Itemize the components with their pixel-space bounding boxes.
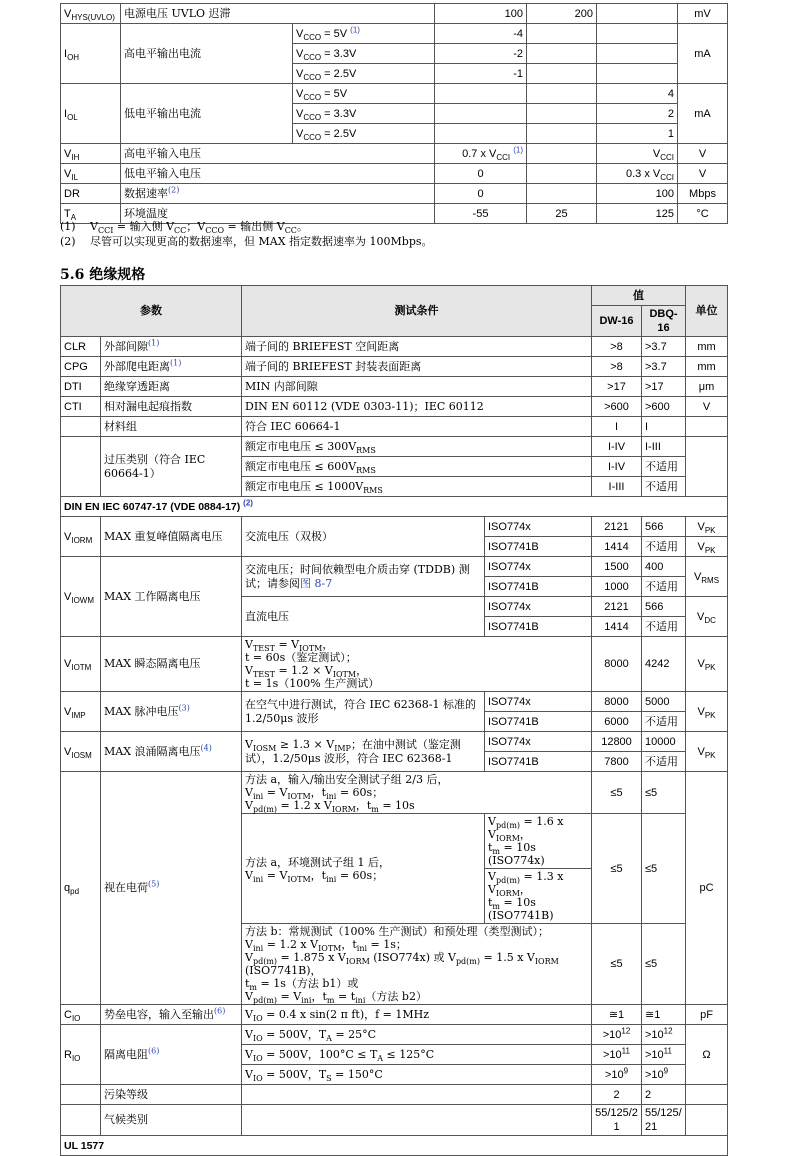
row-dr: DR 数据速率$^{(2)}$ 0 100 Mbps [61,184,728,204]
row-qpd: $q_{pd}$ 视在电荷$^{(5)}$ 方法 a，输入/输出安全测试子组 2/3 后， $V_{ini} = V_{IOTM}$，$t_{ini} = 60s$； $V_{pd(m)} = 1.2$ x $V_{IORM}$，$t_m = 10s$ ≤5 ≤5 pC [61,772,728,814]
row-vil: $V_{IL}$ 低电平输入电压 0 0.3 x $V_{CCI}$ V [61,164,728,184]
row-dti: DTI 绝缘穿透距离 MIN 内部间隙 >17 >17 μm [61,377,728,397]
row-vih: $V_{IH}$ 高电平输入电压 0.7 x $V_{CCI}$ $^{(1)}$ $V_{CCI}$ V [61,144,728,164]
row-viotm: $V_{IOTM}$ MAX 瞬态隔离电压 $V_{TEST} = V_{IOTM}$， t = 60s（鉴定测试）； $V_{TEST} = 1.2 \times V_{IOTM}$， t = 1s（100% 生产测试） 8000 4242 $V_{PK}$ [61,637,728,692]
insulation-specs-table: 参数 测试条件 值 单位 DW-16 DBQ-16 CLR 外部间隙$^{(1)}$ 端子间的 BRIEFEST 空间距离 >8 >3.7 mm CPG 外部爬电距离$^{(1)}$ 端子间的 BRIEFEST 封装表面距离 >8 >3.7 mm DTI 绝缘穿透距离 MIN 内部间隙 >17 >17 μm CTI 相对漏电起痕指数 DIN EN 60112 (VDE 0303-11)；IEC 60112 >600 >600 V 材料组 符合 IEC 60664-1 I I 过压类别（符合 IEC 60664-1） 额定市电电压 ≤ $300V_{RMS}$ I-IV I-III 额定市电电压 ≤ $600V_{RMS}$ I-IV 不适用 额定市电电压 ≤ $1000V_{RMS}$ I-III 不适用 DIN EN IEC 60747-17 (VDE 0884-17) $^{(2)}$ $V_{IORM}$ MAX 重复峰值隔离电压 交流电压（双极） ISO774x 2121 566 $V_{PK}$ ISO7741B 1414 不适用 $V_{PK}$ $V_{IOWM}$ MAX 工作隔离电压 交流电压；时间依赖型电介质击穿 (TDDB) 测试；请参阅图 8-7 ISO774x 1500 400 $V_{RMS}$ ISO7741B 1000 不适用 直流电压 ISO774x 2121 566 $V_{DC}$ ISO7741B 1414 不适用 $V_{IOTM}$ MAX 瞬态隔离电压 $V_{TEST} = V_{IOTM}$， t = 60s（鉴定测试）； $V_{TEST} = 1.2 \times V_{IOTM}$， t = 1s（100% 生产测试） 8000 4242 $V_{PK}$ $V_{IMP}$ MAX 脉冲电压$^{(3)}$ 在空气中进行测试，符合 IEC 62368-1 标准的 1.2/50μs 波形 ISO774x 8000 5000 $V_{PK}$ ISO7741B 6000 不适用 $V_{IOSM}$ MAX 浪涌隔离电压$^{(4)}$ $V_{IOSM} \ge 1.3 \times V_{IMP}$；在油中测试（鉴定测试），1.2/50μs 波形，符合 IEC 62368-1 ISO774x 12800 10000 $V_{PK}$ ISO7741B 7800 不适用 $q_{pd}$ 视在电荷$^{(5)}$ 方法 a，输入/输出安全测试子组 2/3 后， $V_{ini} = V_{IOTM}$，$t_{ini} = 60s$； $V_{pd(m)} = 1.2$ x $V_{IORM}$，$t_m = 10s$ ≤5 ≤5 pC 方法 a，环境测试子组 1 后， $V_{ini} = V_{IOTM}$，$t_{ini} = 60s$； $V_{pd(m)} = 1.6$ x $V_{IORM}$， $t_m = 10s$ (ISO774x) ≤5 ≤5 $V_{pd(m)} = 1.3$ x $V_{IORM}$， $t_m = 10s$ (ISO7741B) 方法 b：常规测试（100% 生产测试）和预处理（类型测试）； $V_{ini} = 1.2$ x $V_{IOTM}$，$t_{ini} = 1s$； $V_{pd(m)} = 1.875$ x $V_{IORM}$ (ISO774x) 或 $V_{pd(m)} = 1.5$ x $V_{IORM}$ (ISO7741B)， $t_m = 1s$（方法 b1）或 $V_{pd(m)} = V_{ini}$，$t_m = t_{ini}$（方法 b2） ≤5 ≤5 $C_{IO}$ 势垒电容，输入至输出$^{(6)}$ $V_{IO} = 0.4$ x sin(2 π ft)，f = 1MHz ≅1 ≅1 pF $R_{IO}$ 隔离电阻$^{(6)}$ $V_{IO} = 500V$，$T_A = 25^\circ C$ $>10^{12}$ $>10^{12}$ Ω $V_{IO} = 500V$，$100^\circ C \le T_A \le 125^\circ C$ $>10^{11}$ $>10^{11}$ $V_{IO} = 500V$，$T_S = 150^\circ C$ $>10^9$ $>10^9$ 污染等级 2 2 气候类别 55/125/21 55/125/21 UL 1577 [60,285,728,1156]
ul-section-header: UL 1577 [61,1136,728,1156]
footnote: (1) $V_{CCI}$ = 输入侧 $V_{CC}$；$V_{CCO}$ = 输出侧 $V_{CC}$。 [60,220,308,236]
row-vimp: $V_{IMP}$ MAX 脉冲电压$^{(3)}$ 在空气中进行测试，符合 IEC 62368-1 标准的 1.2/50μs 波形 ISO774x 8000 5000 $V_{PK}$ [61,692,728,712]
operating-conditions-table: $V_{HYS(UVLO)}$ 电源电压 UVLO 迟滞 100 200 mV $I_{OH}$ 高电平输出电流 $V_{CCO} = 5V$ $^{(1)}$ -4 mA $V_{CCO} = 3.3V$ -2 $V_{CCO} = 2.5V$ -1 $I_{OL}$ 低电平输出电流 $V_{CCO} = 5V$ 4 mA $V_{CCO} = 3.3V$ 2 $V_{CCO} = 2.5V$ 1 $V_{IH}$ 高电平输入电压 0.7 x $V_{CCI}$ $^{(1)}$ $V_{CCI}$ V $V_{IL}$ 低电平输入电压 0 0.3 x $V_{CCI}$ V DR 数据速率$^{(2)}$ 0 100 Mbps $T_A$ 环境温度 -55 25 125 °C [60,3,728,224]
row-cti: CTI 相对漏电起痕指数 DIN EN 60112 (VDE 0303-11)；IEC 60112 >600 >600 V [61,397,728,417]
figure-link[interactable]: 图 8-7 [300,576,333,590]
row-cpg: CPG 外部爬电距离$^{(1)}$ 端子间的 BRIEFEST 封装表面距离 >8 >3.7 mm [61,357,728,377]
row-pollution-degree: 污染等级 2 2 [61,1085,728,1105]
din-section-header: DIN EN IEC 60747-17 (VDE 0884-17) $^{(2)}$ [61,497,728,517]
row-rio: $R_{IO}$ 隔离电阻$^{(6)}$ $V_{IO} = 500V$，$T_A = 25^\circ C$ $>10^{12}$ $>10^{12}$ Ω [61,1025,728,1045]
row-iol: $I_{OL}$ 低电平输出电流 $V_{CCO} = 5V$ 4 mA [61,84,728,104]
row-cio: $C_{IO}$ 势垒电容，输入至输出$^{(6)}$ $V_{IO} = 0.4$ x sin(2 π ft)，f = 1MHz ≅1 ≅1 pF [61,1005,728,1025]
row-vhys: $V_{HYS(UVLO)}$ 电源电压 UVLO 迟滞 100 200 mV [61,4,728,24]
row-viowm: $V_{IOWM}$ MAX 工作隔离电压 交流电压；时间依赖型电介质击穿 (TDDB) 测试；请参阅图 8-7 ISO774x 1500 400 $V_{RMS}$ [61,557,728,577]
row-climatic-category: 气候类别 55/125/21 55/125/21 [61,1105,728,1136]
row-clr: CLR 外部间隙$^{(1)}$ 端子间的 BRIEFEST 空间距离 >8 >3.7 mm [61,337,728,357]
section-title: 5.6 绝缘规格 [60,267,146,283]
row-viorm: $V_{IORM}$ MAX 重复峰值隔离电压 交流电压（双极） ISO774x 2121 566 $V_{PK}$ [61,517,728,537]
row-ioh: $I_{OH}$ 高电平输出电流 $V_{CCO} = 5V$ $^{(1)}$ -4 mA [61,24,728,44]
row-viosm: $V_{IOSM}$ MAX 浪涌隔离电压$^{(4)}$ $V_{IOSM} \ge 1.3 \times V_{IMP}$；在油中测试（鉴定测试），1.2/50μs 波形，符合 IEC 62368-1 ISO774x 12800 10000 $V_{PK}$ [61,732,728,752]
footnote: (2) 尽管可以实现更高的数据速率，但 MAX 指定数据速率为 100Mbps。 [60,235,433,248]
table-footnotes [60,219,740,249]
row-material-group: 材料组 符合 IEC 60664-1 I I [61,417,728,437]
header-row: 参数 测试条件 值 单位 [61,286,728,306]
row-ta: $T_A$ 环境温度 -55 25 125 °C [61,204,728,224]
row-overvoltage-category: 过压类别（符合 IEC 60664-1） 额定市电电压 ≤ $300V_{RMS}$ I-IV I-III [61,437,728,457]
